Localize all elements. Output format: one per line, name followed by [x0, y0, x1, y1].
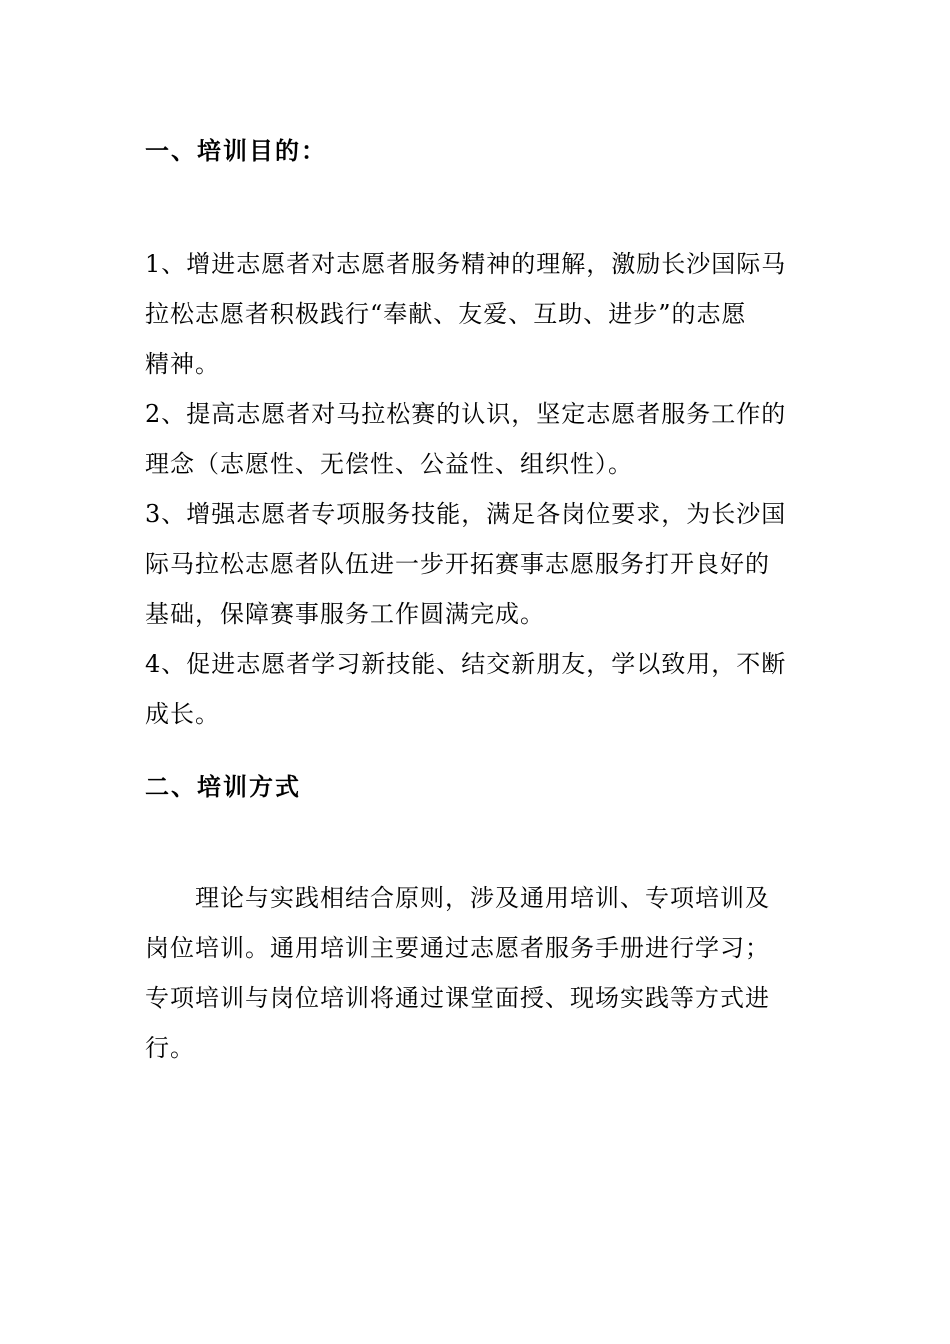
- purpose-item-3-line-2: 际马拉松志愿者队伍进一步开拓赛事志愿服务打开良好的: [145, 550, 770, 578]
- purpose-item-4-line-2: 成长。: [145, 700, 220, 728]
- purpose-item-1-line-2: 拉松志愿者积极践行“奉献、友爱、互助、进步”的志愿: [145, 300, 747, 328]
- purpose-item-4-line-1: 4、促进志愿者学习新技能、结交新朋友，学以致用，不断: [145, 650, 787, 678]
- method-line-1: 理论与实践相结合原则，涉及通用培训、专项培训及: [195, 884, 770, 912]
- section-heading-training-method: 二、培训方式: [145, 772, 301, 801]
- method-line-2: 岗位培训。通用培训主要通过志愿者服务手册进行学习；: [145, 934, 770, 962]
- purpose-item-3-line-1: 3、增强志愿者专项服务技能，满足各岗位要求，为长沙国: [145, 500, 787, 528]
- purpose-item-2-line-2: 理念（志愿性、无偿性、公益性、组织性）。: [145, 450, 633, 478]
- section-heading-training-purpose: 一、培训目的：: [145, 136, 327, 165]
- purpose-list: [145, 239, 805, 739]
- purpose-item-2-line-1: 2、提高志愿者对马拉松赛的认识，坚定志愿者服务工作的: [145, 400, 787, 428]
- purpose-item-3-line-3: 基础，保障赛事服务工作圆满完成。: [145, 600, 545, 628]
- method-line-4: 行。: [145, 1034, 195, 1062]
- purpose-item-1-line-3: 精神。: [145, 350, 220, 378]
- method-line-3: 专项培训与岗位培训将通过课堂面授、现场实践等方式进: [145, 984, 770, 1012]
- method-paragraph: [145, 873, 805, 1073]
- purpose-item-1-line-1: 1、增进志愿者对志愿者服务精神的理解，激励长沙国际马: [145, 250, 787, 278]
